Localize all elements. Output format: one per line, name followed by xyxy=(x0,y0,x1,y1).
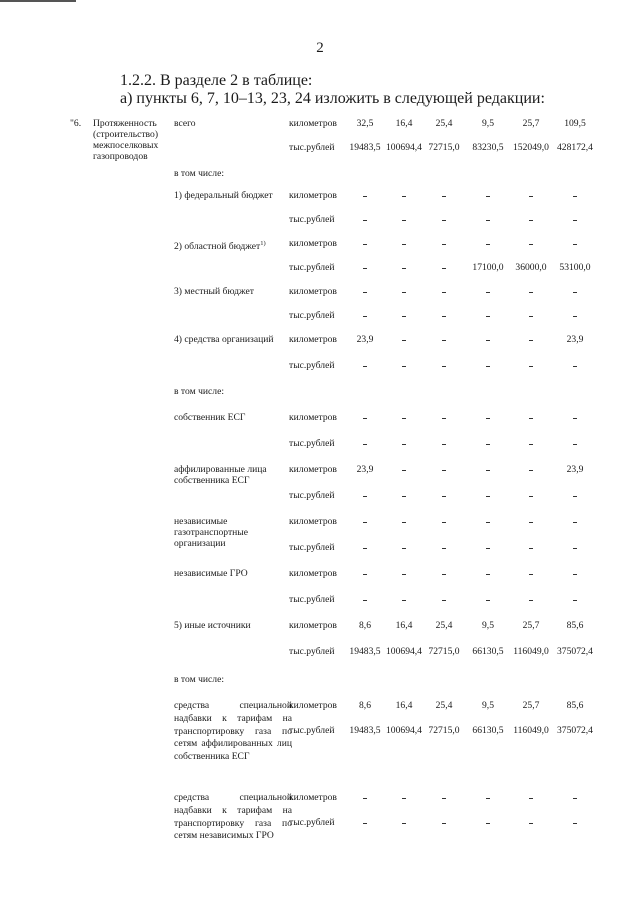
empty-value-dash xyxy=(363,268,367,269)
empty-value-dash xyxy=(486,444,490,445)
row-label: средства специальной надбавки к тарифам на транспортировку газа по сетям аффилированных лиц собственника ЕСГ xyxy=(174,700,292,763)
value-cell: 9,5 xyxy=(482,118,494,129)
empty-value-dash xyxy=(363,548,367,549)
unit-label: километров xyxy=(289,700,337,711)
empty-value-dash xyxy=(486,574,490,575)
value-cell: 72715,0 xyxy=(428,142,460,153)
value-cell: 8,6 xyxy=(359,620,371,631)
empty-value-dash xyxy=(402,340,406,341)
empty-value-dash xyxy=(529,292,533,293)
value-cell: 375072,4 xyxy=(557,725,593,736)
empty-value-dash xyxy=(486,366,490,367)
empty-value-dash xyxy=(363,292,367,293)
empty-value-dash xyxy=(442,220,446,221)
row-label: аффилированные лица собственника ЕСГ xyxy=(174,464,267,486)
empty-value-dash xyxy=(529,798,533,799)
empty-value-dash xyxy=(442,522,446,523)
empty-value-dash xyxy=(573,496,577,497)
unit-label: тыс.рублей xyxy=(289,594,335,605)
empty-value-dash xyxy=(573,418,577,419)
empty-value-dash xyxy=(402,600,406,601)
empty-value-dash xyxy=(402,268,406,269)
empty-value-dash xyxy=(486,470,490,471)
row-label: в том числе: xyxy=(174,168,225,179)
unit-label: тыс.рублей xyxy=(289,360,335,371)
row-label: 2) областной бюджет$^{1)}$ xyxy=(174,240,266,253)
empty-value-dash xyxy=(529,244,533,245)
empty-value-dash xyxy=(402,798,406,799)
empty-value-dash xyxy=(442,548,446,549)
value-cell: 36000,0 xyxy=(515,262,547,273)
empty-value-dash xyxy=(573,244,577,245)
empty-value-dash xyxy=(442,600,446,601)
empty-value-dash xyxy=(486,292,490,293)
footnote-mark: 1) xyxy=(260,240,266,247)
empty-value-dash xyxy=(402,522,406,523)
empty-value-dash xyxy=(529,366,533,367)
value-cell: 83230,5 xyxy=(472,142,504,153)
row-label: собственник ЕСГ xyxy=(174,412,246,423)
empty-value-dash xyxy=(529,444,533,445)
value-cell: 25,7 xyxy=(522,118,540,129)
empty-value-dash xyxy=(402,244,406,245)
empty-value-dash xyxy=(442,340,446,341)
empty-value-dash xyxy=(573,798,577,799)
unit-label: километров xyxy=(289,792,337,803)
empty-value-dash xyxy=(529,220,533,221)
empty-value-dash xyxy=(486,522,490,523)
value-cell: 19483,5 xyxy=(349,142,381,153)
row-label: 5) иные источники xyxy=(174,620,251,631)
empty-value-dash xyxy=(402,823,406,824)
value-cell: 25,7 xyxy=(522,620,540,631)
empty-value-dash xyxy=(442,470,446,471)
value-cell: 9,5 xyxy=(482,620,494,631)
row-label: всего xyxy=(174,118,196,129)
empty-value-dash xyxy=(573,366,577,367)
unit-label: тыс.рублей xyxy=(289,725,335,736)
value-cell: 72715,0 xyxy=(428,646,460,657)
value-cell: 375072,4 xyxy=(557,646,593,657)
value-cell: 72715,0 xyxy=(428,725,460,736)
unit-label: километров xyxy=(289,464,337,475)
unit-label: тыс.рублей xyxy=(289,438,335,449)
unit-label: километров xyxy=(289,620,337,631)
empty-value-dash xyxy=(529,574,533,575)
unit-label: тыс.рублей xyxy=(289,310,335,321)
value-cell: 53100,0 xyxy=(559,262,591,273)
unit-label: километров xyxy=(289,190,337,201)
unit-label: тыс.рублей xyxy=(289,142,335,153)
empty-value-dash xyxy=(363,496,367,497)
empty-value-dash xyxy=(363,220,367,221)
empty-value-dash xyxy=(529,340,533,341)
empty-value-dash xyxy=(363,522,367,523)
value-cell: 19483,5 xyxy=(349,646,381,657)
empty-value-dash xyxy=(442,244,446,245)
row-label: независимые газотранспортные организации xyxy=(174,516,248,549)
value-cell: 17100,0 xyxy=(472,262,504,273)
value-cell: 85,6 xyxy=(566,620,584,631)
unit-label: тыс.рублей xyxy=(289,817,335,828)
empty-value-dash xyxy=(402,292,406,293)
unit-label: километров xyxy=(289,568,337,579)
row-label: 1) федеральный бюджет xyxy=(174,190,273,201)
empty-value-dash xyxy=(573,196,577,197)
value-cell: 16,4 xyxy=(395,118,413,129)
empty-value-dash xyxy=(363,244,367,245)
value-cell: 23,9 xyxy=(566,334,584,345)
empty-value-dash xyxy=(486,340,490,341)
value-cell: 109,5 xyxy=(564,118,586,129)
row-label: в том числе: xyxy=(174,674,225,685)
unit-label: километров xyxy=(289,238,337,249)
empty-value-dash xyxy=(486,244,490,245)
empty-value-dash xyxy=(486,220,490,221)
value-cell: 100694,4 xyxy=(386,142,422,153)
unit-label: километров xyxy=(289,118,337,129)
value-cell: 66130,5 xyxy=(472,725,504,736)
item-number: "6. xyxy=(70,118,82,129)
empty-value-dash xyxy=(529,470,533,471)
row-label: в том числе: xyxy=(174,386,225,397)
empty-value-dash xyxy=(442,496,446,497)
value-cell: 23,9 xyxy=(566,464,584,475)
unit-label: тыс.рублей xyxy=(289,646,335,657)
value-cell: 25,4 xyxy=(435,620,453,631)
empty-value-dash xyxy=(486,196,490,197)
page-number: 2 xyxy=(316,40,324,56)
value-cell: 16,4 xyxy=(395,700,413,711)
empty-value-dash xyxy=(442,444,446,445)
item-name: Протяженность (строительство) межпоселковых газопроводов xyxy=(93,118,159,162)
empty-value-dash xyxy=(486,496,490,497)
empty-value-dash xyxy=(529,196,533,197)
empty-value-dash xyxy=(402,496,406,497)
unit-label: тыс.рублей xyxy=(289,542,335,553)
row-label: 3) местный бюджет xyxy=(174,286,254,297)
empty-value-dash xyxy=(442,196,446,197)
empty-value-dash xyxy=(573,444,577,445)
empty-value-dash xyxy=(442,574,446,575)
value-cell: 116049,0 xyxy=(513,725,549,736)
empty-value-dash xyxy=(529,823,533,824)
empty-value-dash xyxy=(363,418,367,419)
empty-value-dash xyxy=(486,600,490,601)
empty-value-dash xyxy=(486,418,490,419)
row-label: средства специальной надбавки к тарифам на транспортировку газа по сетям независимых ГРО xyxy=(174,792,292,842)
value-cell: 23,9 xyxy=(356,334,374,345)
value-cell: 32,5 xyxy=(356,118,374,129)
empty-value-dash xyxy=(442,268,446,269)
value-cell: 100694,4 xyxy=(386,725,422,736)
empty-value-dash xyxy=(573,292,577,293)
empty-value-dash xyxy=(442,292,446,293)
value-cell: 428172,4 xyxy=(557,142,593,153)
value-cell: 9,5 xyxy=(482,700,494,711)
value-cell: 66130,5 xyxy=(472,646,504,657)
empty-value-dash xyxy=(442,316,446,317)
empty-value-dash xyxy=(363,366,367,367)
empty-value-dash xyxy=(573,220,577,221)
section-heading: 1.2.2. В разделе 2 в таблице: xyxy=(120,72,313,89)
unit-label: километров xyxy=(289,516,337,527)
empty-value-dash xyxy=(529,600,533,601)
value-cell: 25,4 xyxy=(435,118,453,129)
value-cell: 16,4 xyxy=(395,620,413,631)
empty-value-dash xyxy=(529,496,533,497)
row-label: 4) средства организаций xyxy=(174,334,274,345)
empty-value-dash xyxy=(486,548,490,549)
value-cell: 8,6 xyxy=(359,700,371,711)
empty-value-dash xyxy=(442,798,446,799)
unit-label: километров xyxy=(289,412,337,423)
empty-value-dash xyxy=(363,574,367,575)
unit-label: тыс.рублей xyxy=(289,262,335,273)
unit-label: тыс.рублей xyxy=(289,214,335,225)
empty-value-dash xyxy=(363,823,367,824)
unit-label: километров xyxy=(289,334,337,345)
empty-value-dash xyxy=(573,823,577,824)
value-cell: 23,9 xyxy=(356,464,374,475)
empty-value-dash xyxy=(442,823,446,824)
empty-value-dash xyxy=(529,316,533,317)
section-subheading: а) пункты 6, 7, 10–13, 23, 24 изложить в следующей редакции: xyxy=(120,90,545,107)
unit-label: тыс.рублей xyxy=(289,490,335,501)
empty-value-dash xyxy=(402,444,406,445)
empty-value-dash xyxy=(402,574,406,575)
value-cell: 152049,0 xyxy=(513,142,549,153)
empty-value-dash xyxy=(363,196,367,197)
empty-value-dash xyxy=(573,522,577,523)
empty-value-dash xyxy=(363,600,367,601)
value-cell: 85,6 xyxy=(566,700,584,711)
empty-value-dash xyxy=(442,366,446,367)
empty-value-dash xyxy=(442,418,446,419)
empty-value-dash xyxy=(363,316,367,317)
empty-value-dash xyxy=(402,220,406,221)
empty-value-dash xyxy=(573,574,577,575)
empty-value-dash xyxy=(402,418,406,419)
value-cell: 116049,0 xyxy=(513,646,549,657)
empty-value-dash xyxy=(486,823,490,824)
empty-value-dash xyxy=(529,548,533,549)
empty-value-dash xyxy=(402,316,406,317)
empty-value-dash xyxy=(486,316,490,317)
empty-value-dash xyxy=(573,600,577,601)
empty-value-dash xyxy=(402,366,406,367)
value-cell: 19483,5 xyxy=(349,725,381,736)
empty-value-dash xyxy=(573,316,577,317)
empty-value-dash xyxy=(486,798,490,799)
value-cell: 25,4 xyxy=(435,700,453,711)
empty-value-dash xyxy=(529,418,533,419)
empty-value-dash xyxy=(402,548,406,549)
empty-value-dash xyxy=(402,470,406,471)
empty-value-dash xyxy=(363,798,367,799)
unit-label: километров xyxy=(289,286,337,297)
value-cell: 25,7 xyxy=(522,700,540,711)
empty-value-dash xyxy=(402,196,406,197)
value-cell: 100694,4 xyxy=(386,646,422,657)
row-label: независимые ГРО xyxy=(174,568,248,579)
empty-value-dash xyxy=(529,522,533,523)
scan-corner-line xyxy=(0,0,76,2)
empty-value-dash xyxy=(363,444,367,445)
empty-value-dash xyxy=(573,548,577,549)
